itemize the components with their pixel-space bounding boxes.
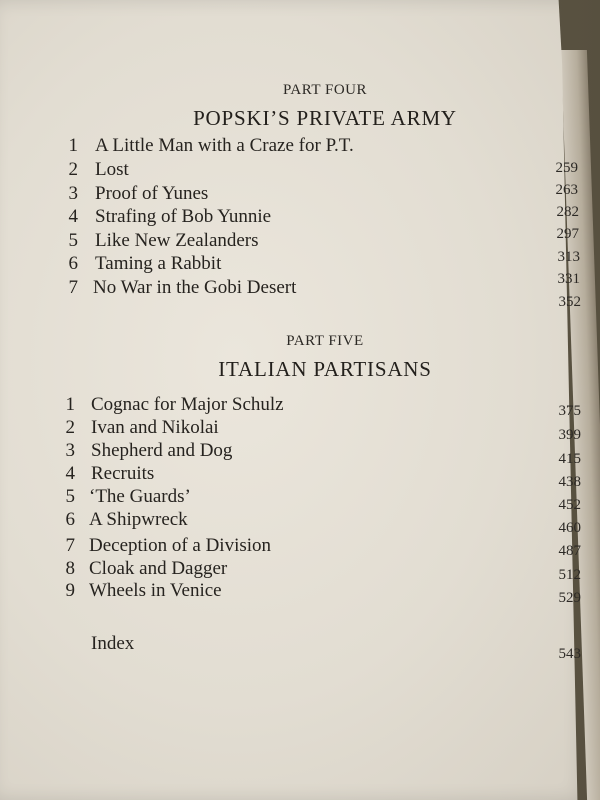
chapter-number: 7	[68, 277, 78, 298]
chapter-title: Cloak and Dagger	[89, 558, 228, 579]
chapter-title: Taming a Rabbit	[95, 253, 222, 274]
page-number: 263	[555, 182, 578, 198]
page-number: 297	[556, 226, 579, 242]
page-number: 438	[558, 474, 581, 490]
chapter-title: Like New Zealanders	[95, 230, 259, 251]
chapter-number: 2	[68, 159, 78, 180]
chapter-number: 1	[68, 135, 78, 156]
chapter-number: 1	[65, 394, 75, 415]
part-four-label: PART FOUR	[282, 82, 368, 98]
chapter-title: Wheels in Venice	[89, 580, 222, 601]
chapter-title: Cognac for Major Schulz	[91, 394, 284, 415]
chapter-number: 7	[65, 535, 75, 556]
chapter-number: 6	[65, 509, 75, 530]
chapter-title: A Shipwreck	[89, 509, 188, 530]
chapter-title: A Little Man with a Craze for P.T.	[95, 135, 354, 156]
page-number: 399	[558, 427, 581, 443]
chapter-title: Deception of a Division	[89, 535, 272, 556]
chapter-title: ‘The Guards’	[89, 486, 191, 507]
chapter-number: 9	[65, 580, 75, 601]
index-label: Index	[91, 633, 135, 654]
chapter-number: 5	[68, 230, 78, 251]
page-number: 487	[558, 543, 581, 559]
part-four-title: POPSKI’S PRIVATE ARMY	[193, 106, 457, 130]
page-number: 452	[558, 497, 581, 513]
page-number: 313	[557, 249, 580, 265]
index-page-number: 543	[558, 646, 581, 662]
part-five-title: ITALIAN PARTISANS	[218, 357, 432, 381]
chapter-number: 6	[68, 253, 78, 274]
chapter-title: Recruits	[91, 463, 155, 484]
chapter-number: 2	[65, 417, 75, 438]
chapter-number: 8	[65, 558, 75, 579]
chapter-number: 3	[68, 183, 78, 204]
page-number: 512	[558, 567, 581, 583]
page-number: 259	[555, 160, 578, 176]
chapter-title: Proof of Yunes	[95, 183, 209, 204]
part-five-label: PART FIVE	[286, 333, 364, 349]
page-number: 331	[557, 271, 580, 287]
page-number: 375	[558, 403, 581, 419]
chapter-number: 3	[65, 440, 75, 461]
chapter-title: Ivan and Nikolai	[91, 417, 219, 438]
chapter-title: Lost	[95, 159, 129, 180]
chapter-title: No War in the Gobi Desert	[93, 277, 297, 298]
chapter-title: Shepherd and Dog	[91, 440, 233, 461]
page-number: 282	[556, 204, 579, 220]
chapter-number: 4	[68, 206, 78, 227]
page-number: 529	[558, 590, 581, 606]
chapter-title: Strafing of Bob Yunnie	[95, 206, 272, 227]
page-number: 352	[558, 294, 581, 310]
chapter-number: 4	[65, 463, 75, 484]
page-number: 460	[558, 520, 581, 536]
page-number: 415	[558, 451, 581, 467]
chapter-number: 5	[65, 486, 75, 507]
